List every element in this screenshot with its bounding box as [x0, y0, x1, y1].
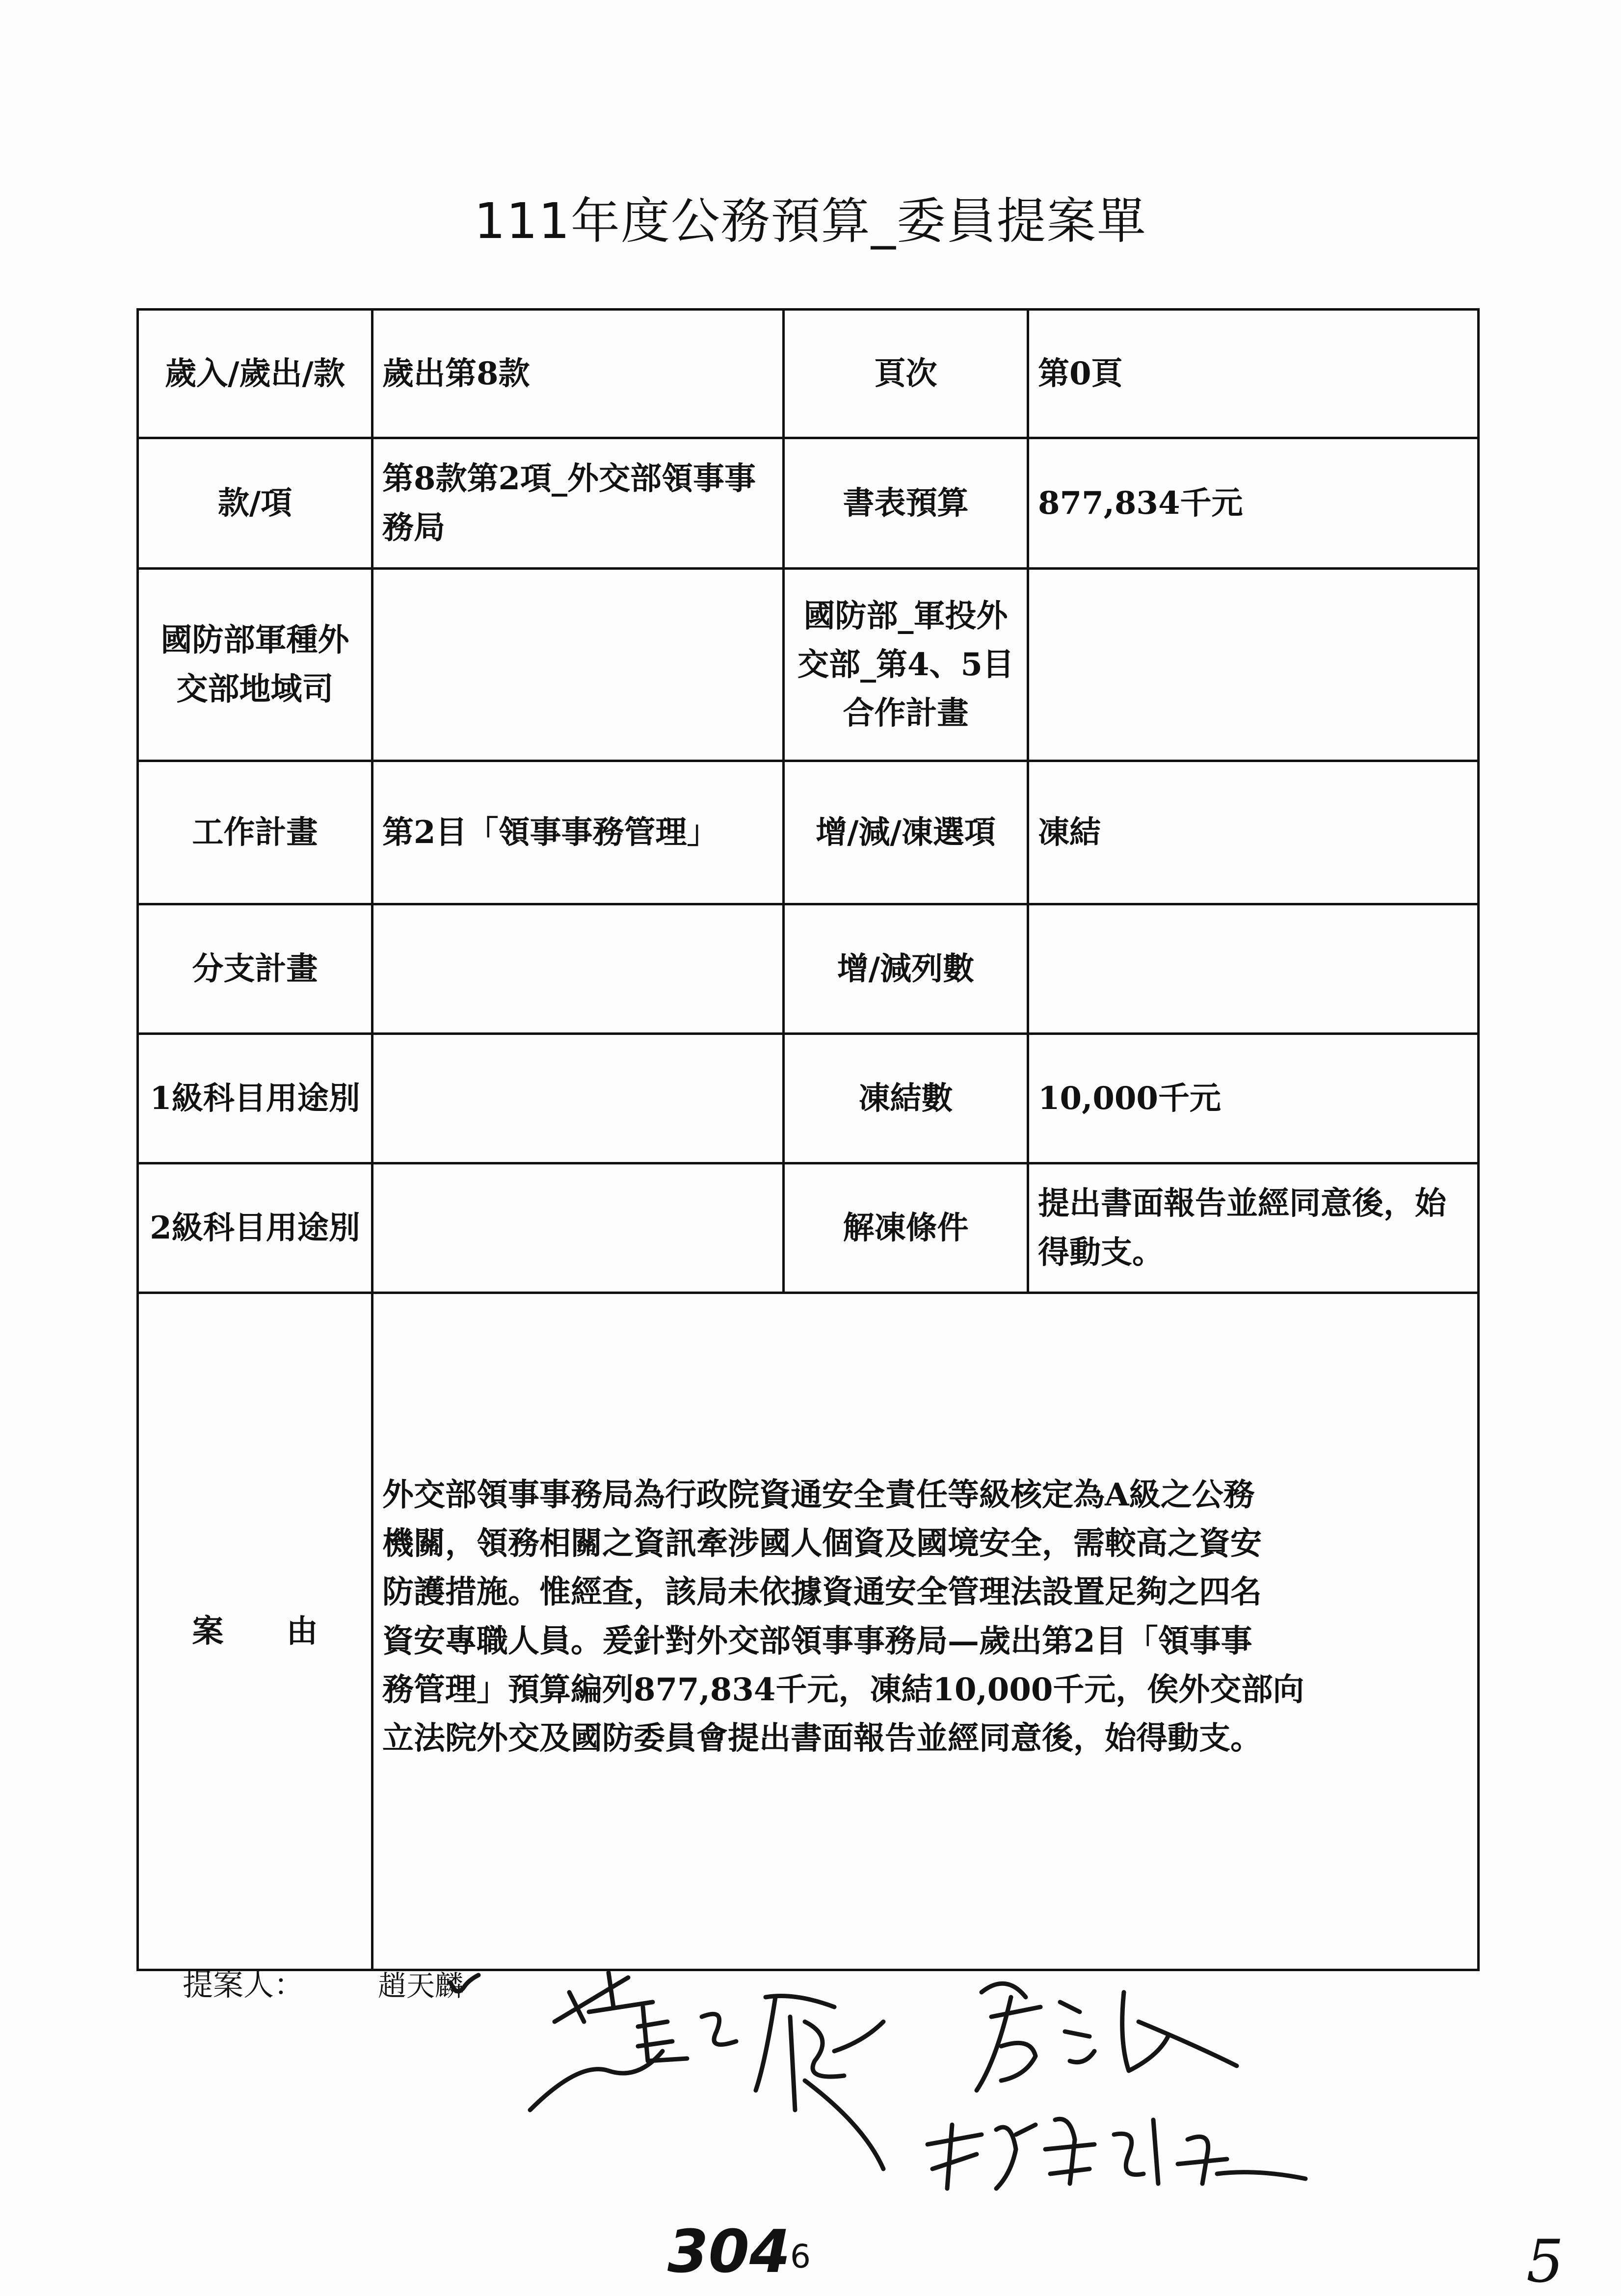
value-option: 凍結 [1028, 761, 1479, 904]
printed-page-number: 6 [790, 2238, 811, 2275]
value-section: 第8款第2項_外交部領事事務局 [372, 438, 784, 569]
value-work-plan: 第2目「領事事務管理」 [372, 761, 784, 904]
label-budget: 書表預算 [784, 438, 1028, 569]
label-work-plan: 工作計畫 [138, 761, 372, 904]
reason-line: 立法院外交及國防委員會提出書面報告並經同意後，始得動支。 [382, 1719, 1262, 1757]
reason-line: 資安專職人員。爰針對外交部領事事務局—歲出第2目「領事事 [382, 1622, 1252, 1660]
label-military-branch: 國防部軍種外交部地域司 [138, 569, 372, 761]
label-option: 增/減/凍選項 [784, 761, 1028, 904]
label-level1-item: 1級科目用途別 [138, 1034, 372, 1163]
corner-mark: 5 [1526, 2228, 1564, 2296]
value-page: 第0頁 [1028, 310, 1479, 438]
handwritten-page-number: 304 [667, 2218, 791, 2286]
proposer-name: 趙天麟 [378, 1969, 464, 2003]
label-section: 款/項 [138, 438, 372, 569]
label-category: 歲入/歲出/款 [138, 310, 372, 438]
reason-line: 機關，領務相關之資訊牽涉國人個資及國境安全，需較高之資安 [382, 1525, 1262, 1562]
value-budget: 877,834千元 [1028, 438, 1479, 569]
reason-line: 務管理」預算編列877,834千元，凍結10,000千元，俟外交部向 [382, 1671, 1304, 1708]
page-title: 111年度公務預算_委員提案單 [474, 192, 1147, 250]
label-adjust-amount: 增/減列數 [784, 904, 1028, 1034]
label-reason: 案 由 [138, 1293, 372, 1970]
label-frozen-amount: 凍結數 [784, 1034, 1028, 1163]
label-page: 頁次 [784, 310, 1028, 438]
proposer-label: 提案人： [183, 1967, 305, 2003]
reason-line: 防護措施。惟經查，該局未依據資通安全管理法設置足夠之四名 [382, 1574, 1262, 1611]
label-branch-plan: 分支計畫 [138, 904, 372, 1034]
value-frozen-amount: 10,000千元 [1028, 1034, 1479, 1163]
label-level2-item: 2級科目用途別 [138, 1163, 372, 1293]
value-unfreeze-condition: 提出書面報告並經同意後，始得動支。 [1028, 1163, 1479, 1293]
reason-line: 外交部領事事務局為行政院資通安全責任等級核定為A級之公務 [382, 1476, 1255, 1513]
label-cooperation-plan: 國防部_軍投外交部_第4、5目合作計畫 [784, 569, 1028, 761]
value-category: 歲出第8款 [372, 310, 784, 438]
label-unfreeze-condition: 解凍條件 [784, 1163, 1028, 1293]
